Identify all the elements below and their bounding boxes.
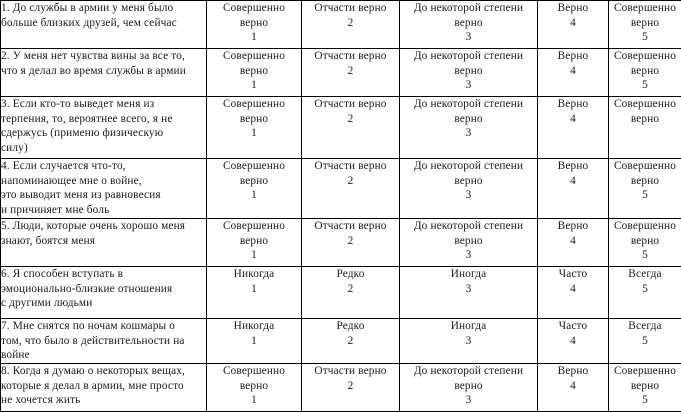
option-score: 5 — [609, 188, 681, 203]
option-cell-5[interactable] — [609, 267, 681, 319]
option-score: 3 — [400, 282, 537, 297]
option-label-line: верно — [400, 174, 537, 189]
option-score: 3 — [400, 126, 537, 141]
option-score: 1 — [207, 282, 301, 297]
option-label-line: Верно — [538, 364, 608, 379]
option-label-line: Совершенно — [609, 97, 681, 112]
option-cell-3[interactable] — [400, 97, 538, 159]
statement-line: сдержусь (применю физическую — [1, 126, 206, 141]
option-label-line: Никогда — [207, 267, 301, 282]
option-score: 2 — [302, 234, 399, 249]
option-score: 5 — [609, 393, 681, 408]
option-score: 3 — [400, 188, 537, 203]
statement-cell — [1, 219, 207, 267]
statement-line: что я делал во время службы в армии — [1, 64, 206, 79]
option-label-line: верно — [609, 379, 681, 394]
option-cell-3[interactable] — [400, 364, 538, 412]
option-score: 4 — [538, 174, 608, 189]
option-cell-4[interactable] — [538, 267, 609, 319]
option-cell-1[interactable] — [207, 267, 302, 319]
table-row — [1, 364, 681, 412]
option-cell-5[interactable] — [609, 364, 681, 412]
option-cell-1[interactable] — [207, 219, 302, 267]
option-score: 4 — [538, 16, 608, 31]
option-label-line: Отчасти верно — [302, 159, 399, 174]
option-label-line: Совершенно — [207, 49, 301, 64]
option-label-line: верно — [400, 379, 537, 394]
statement-line: 3. Если кто-то выведет меня из — [1, 97, 206, 112]
option-score: 1 — [207, 334, 301, 349]
option-cell-4[interactable] — [538, 97, 609, 159]
option-score: 2 — [302, 174, 399, 189]
option-label-line: До некоторой степени — [400, 49, 537, 64]
option-cell-3[interactable] — [400, 319, 538, 364]
option-label-line: верно — [207, 16, 301, 31]
option-label-line: Никогда — [207, 319, 301, 334]
option-label-line: верно — [609, 64, 681, 79]
option-score: 4 — [538, 112, 608, 127]
statement-cell — [1, 319, 207, 364]
statement-line: не хочется жить — [1, 393, 206, 408]
table-row — [1, 267, 681, 319]
statement-line: силу) — [1, 141, 206, 156]
statement-line: войне — [1, 348, 206, 363]
option-cell-2[interactable] — [302, 219, 400, 267]
option-label-line: Совершенно — [207, 219, 301, 234]
statement-line: 1. До службы в армии у меня было — [1, 1, 206, 16]
option-cell-2[interactable] — [302, 364, 400, 412]
statement-cell — [1, 364, 207, 412]
option-score: 2 — [302, 379, 399, 394]
option-label-line: Совершенно — [609, 49, 681, 64]
option-cell-5[interactable] — [609, 1, 681, 49]
option-label-line: Всегда — [609, 267, 681, 282]
statement-line: напоминающее мне о войне, — [1, 174, 206, 189]
option-cell-2[interactable] — [302, 49, 400, 97]
statement-line: 8. Когда я думаю о некоторых вещах, — [1, 364, 206, 379]
option-cell-1[interactable] — [207, 159, 302, 219]
questionnaire-body — [1, 1, 681, 412]
option-score: 4 — [538, 282, 608, 297]
option-score: 3 — [400, 30, 537, 45]
statement-line: 7. Мне снятся по ночам кошмары о — [1, 319, 206, 334]
option-label-line: верно — [207, 112, 301, 127]
option-label-line: Часто — [538, 267, 608, 282]
option-score: 4 — [538, 379, 608, 394]
option-score: 5 — [609, 30, 681, 45]
statement-line: 2. У меня нет чувства вины за все то, — [1, 49, 206, 64]
option-label-line: Верно — [538, 97, 608, 112]
table-row — [1, 159, 681, 219]
option-cell-5[interactable] — [609, 49, 681, 97]
option-score: 1 — [207, 248, 301, 263]
option-cell-4[interactable] — [538, 1, 609, 49]
option-score: 3 — [400, 248, 537, 263]
statement-line: больше близких друзей, чем сейчас — [1, 16, 206, 31]
option-label-line: верно — [609, 112, 681, 127]
option-cell-4[interactable] — [538, 49, 609, 97]
option-cell-1[interactable] — [207, 364, 302, 412]
option-label-line: верно — [609, 174, 681, 189]
option-label-line: верно — [400, 64, 537, 79]
statement-line: и причиняет мне боль — [1, 203, 206, 218]
statement-line: 4. Если случается что-то, — [1, 159, 206, 174]
statement-cell — [1, 159, 207, 219]
option-cell-2[interactable] — [302, 159, 400, 219]
option-cell-2[interactable] — [302, 1, 400, 49]
option-label-line: Совершенно — [609, 364, 681, 379]
option-score: 1 — [207, 188, 301, 203]
option-cell-4[interactable] — [538, 364, 609, 412]
option-label-line: Отчасти верно — [302, 219, 399, 234]
option-label-line: верно — [400, 112, 537, 127]
option-label-line: Совершенно — [609, 1, 681, 16]
option-cell-3[interactable] — [400, 219, 538, 267]
option-label-line: Отчасти верно — [302, 1, 399, 16]
option-cell-5[interactable] — [609, 219, 681, 267]
option-label-line: До некоторой степени — [400, 219, 537, 234]
statement-cell — [1, 1, 207, 49]
option-score: 3 — [400, 78, 537, 93]
option-score: 1 — [207, 78, 301, 93]
option-label-line: Совершенно — [207, 364, 301, 379]
statement-line: 6. Я способен вступать в — [1, 267, 206, 282]
option-score: 5 — [609, 282, 681, 297]
option-score: 1 — [207, 30, 301, 45]
table-row — [1, 219, 681, 267]
option-label-line: Редко — [302, 267, 399, 282]
statement-line: том, что было в действительности на — [1, 334, 206, 349]
option-cell-4[interactable] — [538, 219, 609, 267]
option-label-line: Верно — [538, 219, 608, 234]
option-cell-4[interactable] — [538, 159, 609, 219]
statement-cell — [1, 49, 207, 97]
option-score: 4 — [538, 234, 608, 249]
option-score: 2 — [302, 334, 399, 349]
table-row — [1, 97, 681, 159]
statement-line: с другими людьми — [1, 296, 206, 311]
statement-cell — [1, 97, 207, 159]
option-cell-5[interactable] — [609, 159, 681, 219]
option-score: 4 — [538, 334, 608, 349]
option-label-line: Часто — [538, 319, 608, 334]
option-score: 1 — [207, 393, 301, 408]
option-label-line: До некоторой степени — [400, 159, 537, 174]
option-label-line: верно — [207, 64, 301, 79]
option-label-line: верно — [207, 379, 301, 394]
option-label-line: Совершенно — [207, 1, 301, 16]
option-score: 3 — [400, 334, 537, 349]
option-cell-5[interactable] — [609, 319, 681, 364]
option-score: 5 — [609, 334, 681, 349]
option-label-line: Иногда — [400, 267, 537, 282]
option-cell-2[interactable] — [302, 267, 400, 319]
option-label-line: Иногда — [400, 319, 537, 334]
table-row — [1, 319, 681, 364]
option-label-line: Верно — [538, 1, 608, 16]
statement-line: это выводит меня из равновесия — [1, 188, 206, 203]
option-label-line: Совершенно — [609, 159, 681, 174]
option-cell-3[interactable] — [400, 49, 538, 97]
table-row — [1, 1, 681, 49]
option-score: 5 — [609, 78, 681, 93]
option-label-line: верно — [207, 174, 301, 189]
statement-line: эмоционально-близкие отношения — [1, 282, 206, 297]
option-label-line: верно — [207, 234, 301, 249]
option-label-line: До некоторой степени — [400, 97, 537, 112]
option-score: 2 — [302, 64, 399, 79]
option-cell-1[interactable] — [207, 97, 302, 159]
option-cell-1[interactable] — [207, 49, 302, 97]
option-label-line: До некоторой степени — [400, 364, 537, 379]
statement-line: которые я делал в армии, мне просто — [1, 379, 206, 394]
option-score: 5 — [609, 248, 681, 263]
option-label-line: верно — [400, 234, 537, 249]
option-label-line: Отчасти верно — [302, 49, 399, 64]
option-label-line: Верно — [538, 159, 608, 174]
option-label-line: Всегда — [609, 319, 681, 334]
option-label-line: Редко — [302, 319, 399, 334]
option-score: 3 — [400, 393, 537, 408]
option-cell-2[interactable] — [302, 97, 400, 159]
option-label-line: Отчасти верно — [302, 364, 399, 379]
option-label-line: Совершенно — [207, 159, 301, 174]
option-cell-1[interactable] — [207, 1, 302, 49]
option-score: 4 — [538, 64, 608, 79]
option-label-line: верно — [609, 234, 681, 249]
option-label-line: верно — [609, 16, 681, 31]
statement-line: знают, боятся меня — [1, 234, 206, 249]
table-row — [1, 49, 681, 97]
statement-cell — [1, 267, 207, 319]
option-label-line: Совершенно — [207, 97, 301, 112]
statement-line: 5. Люди, которые очень хорошо меня — [1, 219, 206, 234]
option-score: 2 — [302, 282, 399, 297]
statement-line: терпения, то, вероятнее всего, я не — [1, 112, 206, 127]
option-cell-1[interactable] — [207, 319, 302, 364]
option-score: 2 — [302, 16, 399, 31]
option-label-line: верно — [400, 16, 537, 31]
option-label-line: До некоторой степени — [400, 1, 537, 16]
option-cell-3[interactable] — [400, 267, 538, 319]
option-cell-4[interactable] — [538, 319, 609, 364]
option-cell-5[interactable] — [609, 97, 681, 159]
option-label-line: Совершенно — [609, 219, 681, 234]
option-cell-3[interactable] — [400, 159, 538, 219]
option-label-line: Отчасти верно — [302, 97, 399, 112]
option-cell-2[interactable] — [302, 319, 400, 364]
option-cell-3[interactable] — [400, 1, 538, 49]
option-score: 1 — [207, 126, 301, 141]
option-score: 2 — [302, 112, 399, 127]
option-label-line: Верно — [538, 49, 608, 64]
